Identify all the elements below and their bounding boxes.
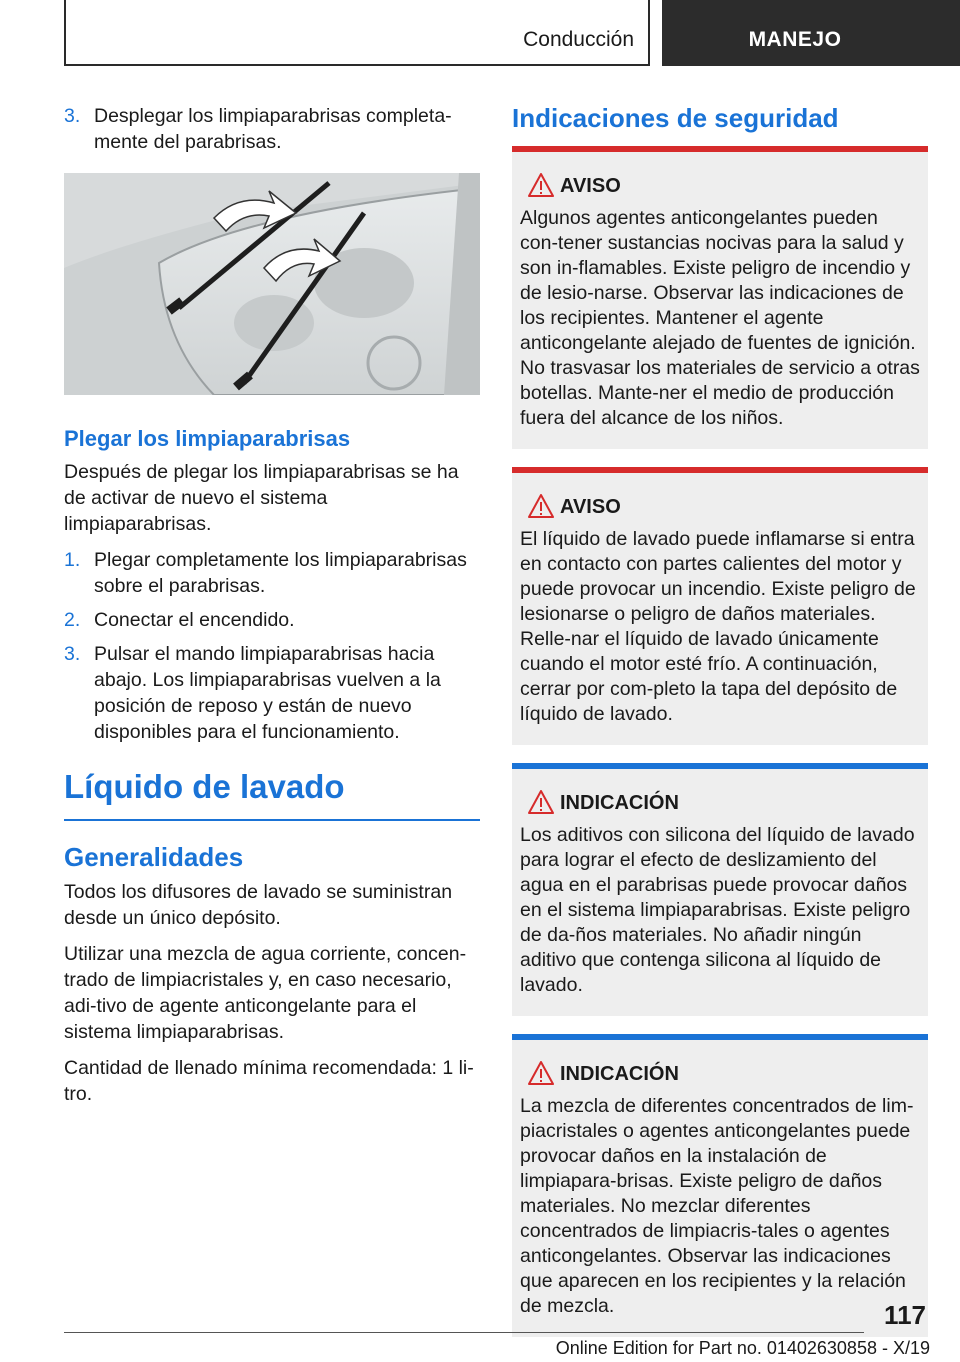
fold-step-2 — [64, 607, 480, 633]
header-chapter-label: MANEJO — [748, 28, 842, 51]
notice-box-1 — [512, 763, 928, 1016]
washer-fluid-heading: Líquido de lavado — [64, 765, 480, 821]
notice-title — [520, 789, 920, 817]
warning-text: Algunos agentes anticongelantes pueden con-tener sustancias nocivas para la salud y son in-flamables. Existe peligro de incendio y de lesio-narse. Observar las indicaciones de los recipientes. Mantener el agente anticongelante alejado de fuentes de ignición. No trasvasar los materiales de servicio a otras botellas. Mante-ner el medio de producción fuera del alcance de los niños. — [520, 207, 920, 429]
warning-triangle-icon — [528, 493, 554, 519]
step-number: 3. — [64, 105, 81, 127]
step-text: Plegar completamente los limpiaparabrisas sobre el parabrisas. — [94, 549, 467, 597]
warning-title — [520, 172, 920, 200]
fold-wipers-heading: Plegar los limpiaparabrisas — [64, 426, 351, 451]
warning-title-text: AVISO — [560, 175, 621, 197]
notice-title-text: INDICACIÓN — [560, 792, 679, 814]
general-heading: Generalidades — [64, 842, 244, 872]
notice-text: Los aditivos con silicona del líquido de lavado para lograr el efecto de deslizamiento del agua en el parabrisas puede provocar daños en el sistema limpiaparabrisas. Existe peligro de da-ños materiales. No añadir ningún aditivo que contenga silicona al líquido de lavado. — [520, 824, 915, 996]
wiper-illustration-drawing — [64, 173, 480, 395]
footer-edition: Online Edition for Part no. 01402630858 - X/19 — [555, 1338, 930, 1358]
left-column — [64, 103, 480, 1117]
footer-divider — [64, 1332, 864, 1333]
warning-text: El líquido de lavado puede inflamarse si entra en contacto con partes calientes del motor y puede provocar un incendio. Existe peligro de lesionarse o peligro de daños materiales. Relle-nar el líquido de lavado únicamente cuando el motor esté frío. A continuación, cerrar por com-pleto la tapa del depósito de líquido de lavado. — [520, 528, 916, 725]
notice-title — [520, 1060, 920, 1088]
step-number: 3. — [64, 643, 81, 665]
warning-box-2 — [512, 467, 928, 745]
notice-box-2 — [512, 1034, 928, 1337]
general-paragraph-2: Utilizar una mezcla de agua corriente, concen-trado de limpiacristales y, en caso necesario, adi-tivo de agente anticongelante para el sistema limpiaparabrisas. — [64, 943, 467, 1043]
notice-text: La mezcla de diferentes concentrados de lim-piacristales o agentes anticongelantes puede provocar daños en la instalación de limpiapara-brisas. Existe peligro de daños materiales. No mezclar diferentes concentrados de limpiacris-tales o agentes anticongelantes. Observar las indicaciones que aparecen en los recipientes y la relación de mezcla. — [520, 1095, 914, 1317]
warning-title — [520, 493, 920, 521]
step-number: 2. — [64, 609, 81, 631]
general-paragraph-3: Cantidad de llenado mínima recomendada: 1 li-tro. — [64, 1057, 474, 1105]
notice-triangle-icon — [528, 789, 554, 815]
unfold-step-3 — [64, 103, 480, 155]
step-number: 1. — [64, 549, 81, 571]
fold-step-3 — [64, 641, 480, 745]
safety-heading: Indicaciones de seguridad — [512, 103, 839, 133]
step-text: Pulsar el mando limpiaparabrisas hacia abajo. Los limpiaparabrisas vuelven a la posición de reposo y están de nuevo disponibles para el funcionamiento. — [94, 643, 441, 743]
warning-title-text: AVISO — [560, 496, 621, 518]
warning-box-1 — [512, 146, 928, 449]
step-text: Conectar el encendido. — [94, 609, 295, 631]
header-section-label: Conducción — [523, 28, 634, 51]
notice-triangle-icon — [528, 1060, 554, 1086]
step-text: Desplegar los limpiaparabrisas completa-mente del parabrisas. — [94, 105, 452, 153]
wiper-illustration — [64, 173, 480, 395]
notice-title-text: INDICACIÓN — [560, 1063, 679, 1085]
page-number: 117 — [884, 1300, 926, 1330]
fold-step-1 — [64, 547, 480, 599]
warning-triangle-icon — [528, 172, 554, 198]
general-paragraph-1: Todos los difusores de lavado se suministran desde un único depósito. — [64, 881, 453, 929]
header-chapter-tab — [662, 0, 960, 66]
fold-intro-text: Después de plegar los limpiaparabrisas se ha de activar de nuevo el sistema limpiaparabrisas. — [64, 461, 459, 535]
header-section-tab — [64, 0, 650, 66]
right-column — [512, 100, 928, 1355]
